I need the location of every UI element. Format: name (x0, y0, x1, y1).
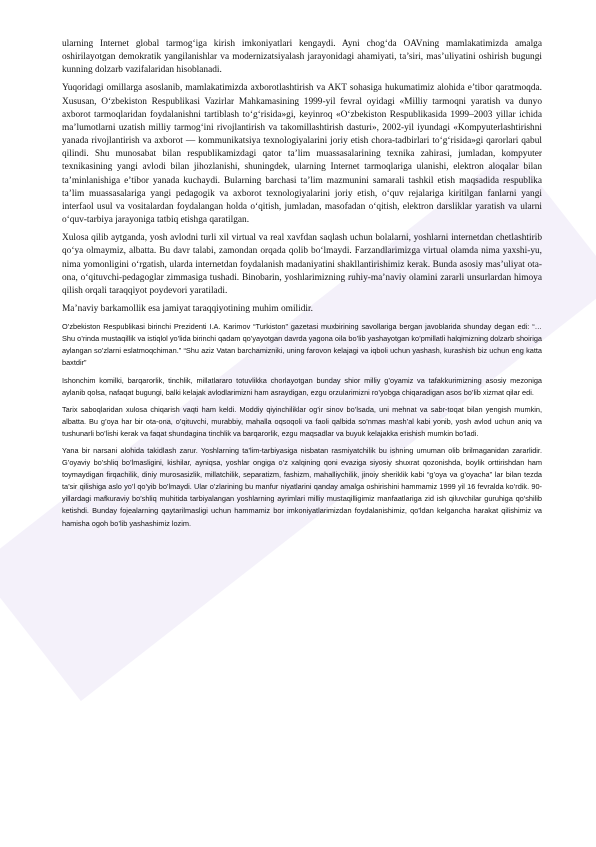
body-paragraph: ularning Internet global tarmog‘iga kirish imkoniyatlari kengaydi. Ayni chog‘da OAVning mamlakatimizda amalga oshirilayotgan demokratik yangilanishlar va modernizatsiyalash jarayonidagi ahamiyati, ta’siri, mas’uliyatini oshirish bugungi kunning dolzarb vazifalaridan hisoblanadi. (62, 39, 542, 76)
sans-section (62, 321, 542, 530)
body-paragraph: Ma’naviy barkamollik esa jamiyat taraqqiyotining muhim omilidir. (62, 303, 313, 314)
body-paragraph: Tarix saboqlaridan xulosa chiqarish vaqti ham keldi. Moddiy qiyinchiliklar og’ir sinov bo’lsada, uni mehnat va sabr-toqat bilan yengish mumkin, albatta. Bu g’oya har bir ota-ona, o’qituvchi, murabbiy, mahalla oqsoqoli va faoli qalbida so’nmas mash’al kabi yonib, yosh avlod uchun aniq va tushunarli bo’lishi kerak va faqat shundagina tinchlik va barqarorlik, ezgu maqsadlar va buyuk kelajakka erishish mumkin bo’ladi. (62, 404, 542, 438)
body-paragraph: O’zbekiston Respublikasi birinchi Prezidenti I.A. Karimov “Turkiston” gazetasi muxbirining savollariga bergan javoblarida shunday degan edi: “… Shu o’rinda mustaqillik va istiqlol yo’lida birinchi qadam qo’yayotgan davrda yagona oila bo’lib yashayotgan ko’pmillatli halqimizning dolzarb shoiriga aylangan so’zlarni eslatmoqchiman.” “Shu aziz Vatan barchamizniki, uning farovon kelajagi va iqboli uchun yashash, kurashish biz uchun eng katta baxtdir” (62, 322, 542, 368)
body-paragraph: Ishonchim komilki, barqarorlik, tinchlik, millatlararo totuvlikka chorlayotgan bunday shior milliy g’oyamiz va tafakkurimizning asosiy mezoniga aylanib qolsa, nafaqat bugungi, balki kelajak avlodlarimizni ham asraydigan, ezgu orzularimizni ro’yobga chiqaradigan asos bo’lib xizmat qilar edi. (62, 375, 542, 397)
document-page (62, 38, 542, 535)
body-paragraph: Xulosa qilib aytganda, yosh avlodni turli xil virtual va real xavfdan saqlash uchun bolalarni, yoshlarni internetdan chetlashtirib qo‘ya olmaymiz, albatta. Bu davr talabi, zamondan orqada qolib bo‘lmaydi. Farzandlarimizga virtual olamda nima yaxshi-yu, nima yomonligini o‘rgatish, ularda internetdan foydalanish madaniyatini shakllantirishimiz kerak. Bunda asosiy mas’uliyat ota-ona, o‘qituvchi-pedagoglar zimmasiga tushadi. Binobarin, yoshlarimizning ruhiy-ma’naviy olamini zararli unsurlardan himoya qilish orqali taraqqiyot poydevori yaratiladi. (62, 233, 542, 296)
body-paragraph: Yuqoridagi omillarga asoslanib, mamlakatimizda axborotlashtirish va AKT sohasiga hukumatimiz alohida e’tibor qaratmoqda. Xususan, O‘zbekiston Respublikasi Vazirlar Mahkamasining 1999-yil fevral oyidagi «Milliy tarmoqni yaratish va dunyo axborot tarmoqlaridan foydalanishni tartiblash to‘g‘risida»gi, keyinroq «O‘zbekiston Respublikasida 1999–2003 yillar ichida ma’lumotlarni uzatish milliy tarmog‘ini rivojlantirish va takomillashtirish dasturi», 2002-yil iyundagi «Kompyuterlashtirishni yanada rivojlantirish va axborot — kommunikatsiya texnologiyalarini joriy etish chora-tadbirlari to‘g‘risida»gi qarorlari qabul qilindi. Shu munosabat bilan respublikamizdagi qator ta’lim muassasalarining texnika zahirasi, jumladan, kompyuter texnikasining yangi avlodi bilan jihozlanishi, shuningdek, ularning Internet tarmoqlariga ulanishi, elektron aloqalar bilan ta’minlanishiga e’tibor yanada kuchaydi. Bularning barchasi ta’lim mazmunini samarali tashkil etish maqsadida respublika ta’lim muassasalariga yangi pedagogik va axborot texnologiyalarini joriy etish, o‘quv rejalariga kiritilgan fanlarni yangi interfaol usul va vositalardan foydalangan holda o‘qitish, jumladan, masofadan o‘qitish, elektron darsliklar yaratish va ularni o‘quv-tarbiya jarayoniga tatbiq etishga qaratilgan. (62, 83, 542, 226)
body-paragraph: Yana bir narsani alohida takidlash zarur. Yoshlarning ta’lim-tarbiyasiga nisbatan rasmiyatchilik bu ishning umuman olib brilmaganidan zararlidir. G’oyaviy bo’shliq bo’lmasligini, kishilar, ayniqsa, yoshlar ongiga o’z xalqining qoni evaziga siyosiy shuxrat qozonishda, boylik orttirishdan ham toymaydigan firqachilik, diniy murosasizlik, millatchilik, separatizm, fashizm, mahalliychilik, jinoiy sheriklik kabi “g’oya va g’oyacha” lar bilan tezda ta’sir qilishiga aslo yo’l qo’yib bo’lmaydi. Ular o’zlarining bu manfur niyatlarini qanday amalga oshirishini hammamiz 1999 yil 16 fevralda ko’rdik. 90-yillardagi mafkuraviy bo’shliq muhitida tarbiyalangan yoshlarning ayrimlari milliy mustaqilligimiz manfaatlariga zid ish qiluvchilar guruhiga qo’shilib ketishdi. Bunday fojealarning qaytarilmasligi uchun hammamiz bor imkoniyatlarimizdan foydalanishimiz, qo’ldan kelgancha harakat qilishimiz va hamisha ogoh bo’lib yashashimiz lozim. (62, 445, 542, 528)
serif-section (62, 38, 542, 316)
